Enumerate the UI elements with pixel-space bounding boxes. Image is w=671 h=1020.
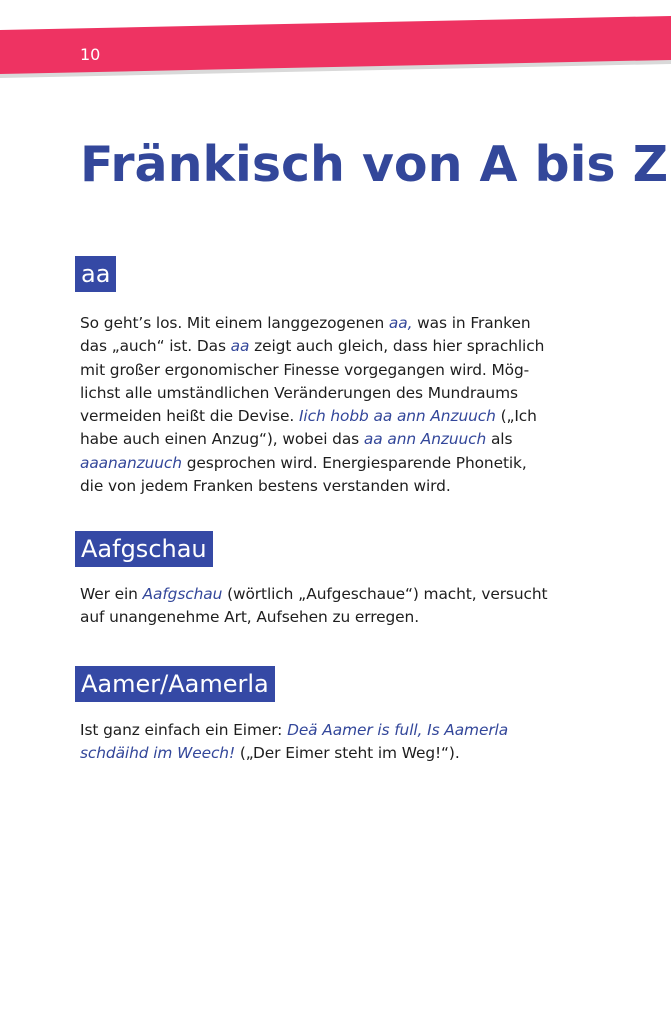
text-line (80, 312, 600, 335)
entry-headword: Aamer/Aamerla (75, 666, 275, 702)
text-line (80, 719, 600, 742)
dialect-term: aa, (388, 314, 413, 332)
text-line (80, 382, 600, 405)
entry-body (80, 312, 600, 498)
body-text: (wörtlich „Aufgeschaue“) macht, versucht (222, 585, 548, 603)
text-line (80, 405, 600, 428)
dialect-term: aa (230, 337, 250, 356)
entry-body (80, 719, 600, 766)
text-line (80, 475, 600, 498)
body-text: („Ich (495, 407, 537, 426)
body-text: Ist ganz einfach ein Eimer: (80, 721, 288, 739)
page-number: 10 (80, 45, 101, 64)
dialect-term: Iich hobb aa ann Anzuuch (298, 407, 496, 426)
entry-headword: Aafgschau (75, 531, 213, 567)
text-line (80, 452, 600, 475)
body-text: zeigt auch gleich, dass hier sprachlich (249, 337, 545, 356)
body-text: das „auch“ ist. Das (80, 337, 231, 356)
text-line (80, 742, 600, 765)
body-text: als (486, 430, 513, 449)
body-text: mit großer ergonomischer Finesse vorgegangen wird. Mög- (80, 360, 530, 379)
body-text: Wer ein (80, 585, 143, 603)
dialect-term: Deä Aamer is full, Is Aamerla (287, 721, 509, 739)
text-line (80, 335, 600, 358)
page-title: Fränkisch von A bis Z (80, 136, 669, 193)
entry-headword: aa (75, 256, 116, 292)
dialect-term: Aafgschau (142, 585, 223, 603)
body-text: auf unangenehme Art, Aufsehen zu erregen. (80, 608, 419, 627)
dialect-term: aa ann Anzuuch (363, 430, 487, 449)
body-text: habe auch einen Anzug“), wobei das (80, 430, 364, 449)
body-text: lichst alle umständlichen Veränderungen des Mundraums (80, 383, 518, 402)
body-text: was in Franken (412, 314, 531, 332)
body-text: („Der Eimer steht im Weg!“). (235, 744, 460, 763)
body-text: So geht’s los. Mit einem langgezogenen (80, 314, 389, 332)
dialect-term: aaananzuuch (80, 453, 182, 472)
text-line (80, 606, 600, 629)
entry-body (80, 583, 600, 630)
body-text: die von jedem Franken bestens verstanden wird. (80, 477, 451, 496)
dialect-term: schdäihd im Weech! (80, 744, 236, 763)
text-line (80, 359, 600, 382)
body-text: vermeiden heißt die Devise. (80, 407, 299, 426)
text-line (80, 428, 600, 451)
body-text: gesprochen wird. Energiesparende Phonetik, (181, 453, 527, 472)
text-line (80, 583, 600, 606)
